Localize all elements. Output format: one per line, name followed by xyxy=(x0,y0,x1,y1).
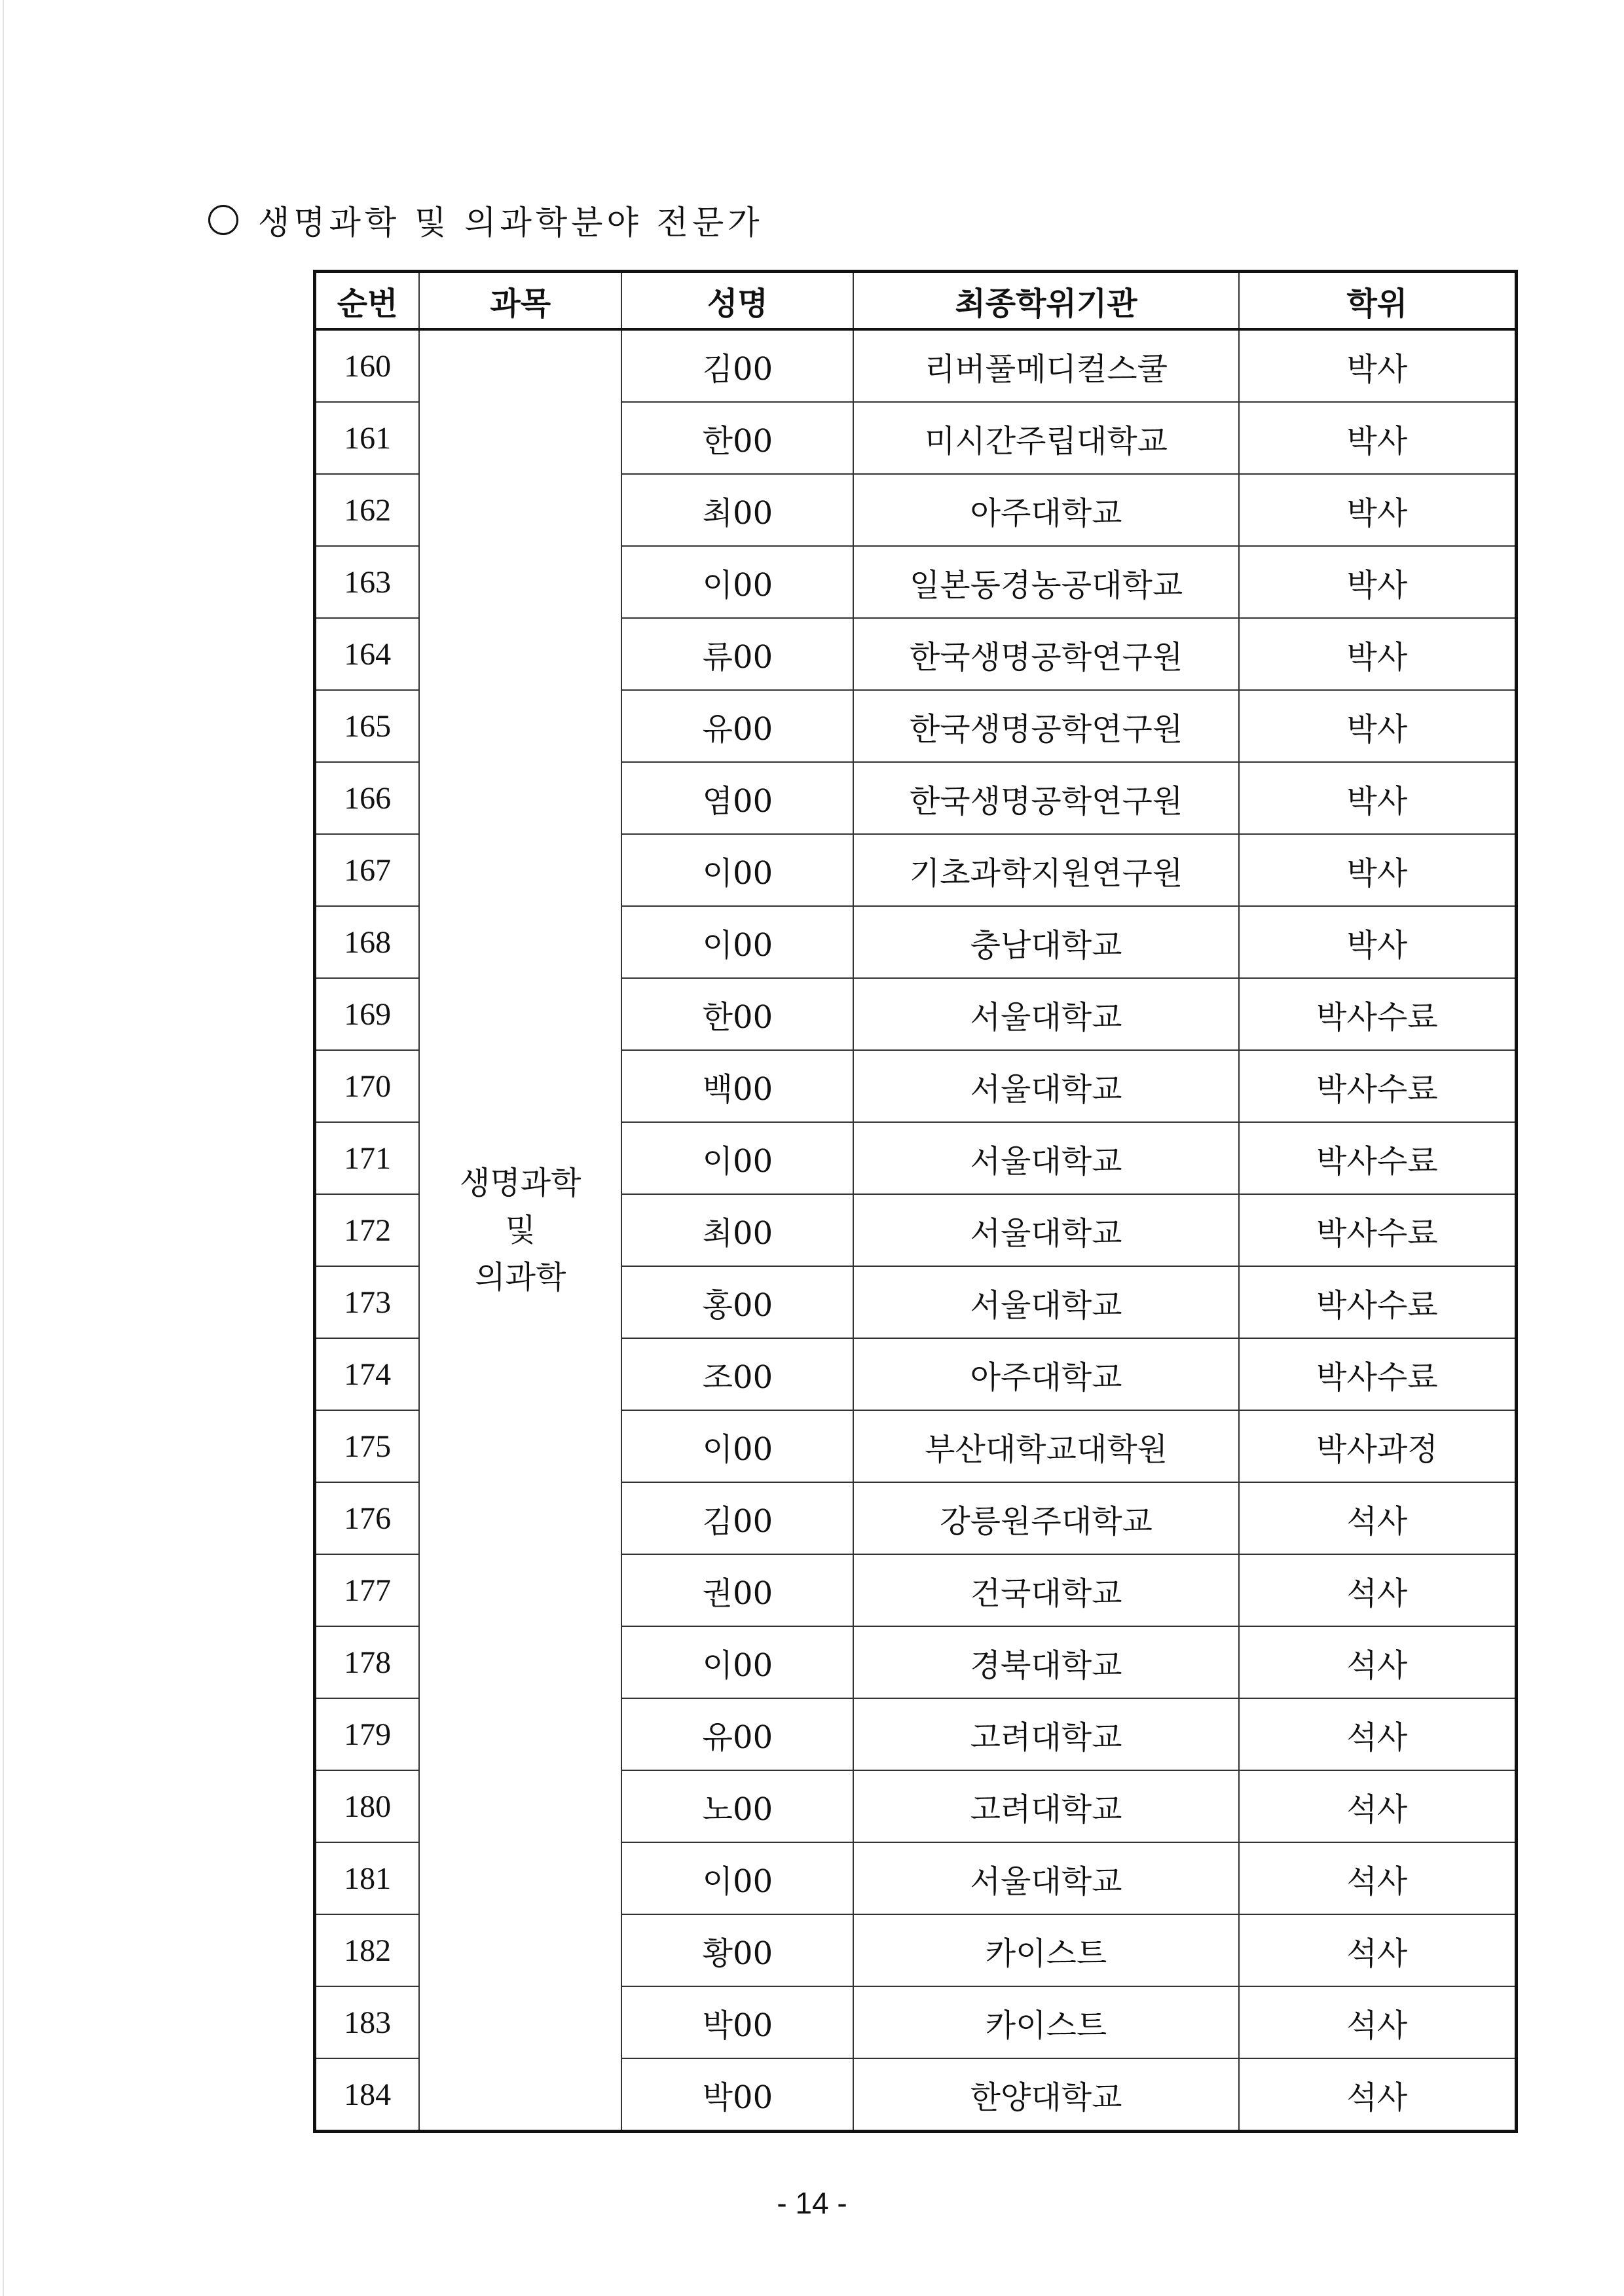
degree-cell: 석사 xyxy=(1239,1842,1517,1914)
degree-cell: 석사 xyxy=(1239,1482,1517,1554)
institution-cell: 한국생명공학연구원 xyxy=(853,690,1238,762)
section-heading xyxy=(208,196,764,244)
row-number: 175 xyxy=(315,1410,420,1482)
row-number: 162 xyxy=(315,474,420,546)
degree-cell: 석사 xyxy=(1239,2058,1517,2132)
degree-cell: 박사수료 xyxy=(1239,1194,1517,1266)
row-number: 171 xyxy=(315,1122,420,1194)
degree-cell: 박사 xyxy=(1239,690,1517,762)
degree-cell: 석사 xyxy=(1239,1698,1517,1770)
degree-cell: 박사수료 xyxy=(1239,1266,1517,1338)
institution-cell: 고려대학교 xyxy=(853,1698,1238,1770)
row-number: 161 xyxy=(315,402,420,474)
name-cell: 김00 xyxy=(621,1482,853,1554)
row-number: 160 xyxy=(315,329,420,402)
institution-cell: 서울대학교 xyxy=(853,1266,1238,1338)
subject-line: 생명과학 xyxy=(460,1165,581,1201)
name-cell: 염00 xyxy=(621,762,853,834)
name-cell: 이00 xyxy=(621,546,853,618)
degree-cell: 박사 xyxy=(1239,762,1517,834)
name-cell: 권00 xyxy=(621,1554,853,1626)
subject-line: 및 xyxy=(505,1212,536,1248)
institution-cell: 고려대학교 xyxy=(853,1770,1238,1842)
name-cell: 최00 xyxy=(621,1194,853,1266)
institution-cell: 한국생명공학연구원 xyxy=(853,618,1238,690)
row-number: 172 xyxy=(315,1194,420,1266)
name-cell: 최00 xyxy=(621,474,853,546)
institution-cell: 아주대학교 xyxy=(853,1338,1238,1410)
degree-cell: 석사 xyxy=(1239,1554,1517,1626)
degree-cell: 박사수료 xyxy=(1239,978,1517,1050)
degree-cell: 석사 xyxy=(1239,1914,1517,1986)
name-cell: 한00 xyxy=(621,978,853,1050)
row-number: 181 xyxy=(315,1842,420,1914)
row-number: 184 xyxy=(315,2058,420,2132)
degree-cell: 박사수료 xyxy=(1239,1338,1517,1410)
page-number: - 14 - xyxy=(777,2186,847,2220)
name-cell: 박00 xyxy=(621,1986,853,2058)
name-cell: 이00 xyxy=(621,1842,853,1914)
header-institution: 최종학위기관 xyxy=(853,272,1238,330)
institution-cell: 한국생명공학연구원 xyxy=(853,762,1238,834)
name-cell: 노00 xyxy=(621,1770,853,1842)
degree-cell: 박사 xyxy=(1239,906,1517,978)
institution-cell: 서울대학교 xyxy=(853,1122,1238,1194)
institution-cell: 미시간주립대학교 xyxy=(853,402,1238,474)
row-number: 164 xyxy=(315,618,420,690)
name-cell: 한00 xyxy=(621,402,853,474)
institution-cell: 일본동경농공대학교 xyxy=(853,546,1238,618)
degree-cell: 석사 xyxy=(1239,1626,1517,1698)
experts-table xyxy=(313,270,1518,2133)
institution-cell: 서울대학교 xyxy=(853,978,1238,1050)
institution-cell: 건국대학교 xyxy=(853,1554,1238,1626)
institution-cell: 서울대학교 xyxy=(853,1194,1238,1266)
institution-cell: 카이스트 xyxy=(853,1914,1238,1986)
row-number: 163 xyxy=(315,546,420,618)
institution-cell: 서울대학교 xyxy=(853,1842,1238,1914)
row-number: 182 xyxy=(315,1914,420,1986)
degree-cell: 박사 xyxy=(1239,402,1517,474)
scan-margin-line xyxy=(3,0,4,2296)
row-number: 168 xyxy=(315,906,420,978)
name-cell: 유00 xyxy=(621,690,853,762)
row-number: 173 xyxy=(315,1266,420,1338)
name-cell: 류00 xyxy=(621,618,853,690)
institution-cell: 아주대학교 xyxy=(853,474,1238,546)
name-cell: 박00 xyxy=(621,2058,853,2132)
name-cell: 이00 xyxy=(621,906,853,978)
name-cell: 백00 xyxy=(621,1050,853,1122)
name-cell: 이00 xyxy=(621,1122,853,1194)
section-title: 생명과학 및 의과학분야 전문가 xyxy=(258,204,764,242)
row-number: 183 xyxy=(315,1986,420,2058)
row-number: 166 xyxy=(315,762,420,834)
name-cell: 황00 xyxy=(621,1914,853,1986)
degree-cell: 박사 xyxy=(1239,474,1517,546)
degree-cell: 박사 xyxy=(1239,618,1517,690)
subject-cell xyxy=(419,329,621,2132)
row-number: 170 xyxy=(315,1050,420,1122)
institution-cell: 충남대학교 xyxy=(853,906,1238,978)
row-number: 180 xyxy=(315,1770,420,1842)
row-number: 178 xyxy=(315,1626,420,1698)
degree-cell: 박사 xyxy=(1239,329,1517,402)
name-cell: 이00 xyxy=(621,834,853,906)
degree-cell: 박사수료 xyxy=(1239,1122,1517,1194)
header-degree: 학위 xyxy=(1239,272,1517,330)
institution-cell: 한양대학교 xyxy=(853,2058,1238,2132)
row-number: 167 xyxy=(315,834,420,906)
degree-cell: 석사 xyxy=(1239,1986,1517,2058)
name-cell: 유00 xyxy=(621,1698,853,1770)
row-number: 177 xyxy=(315,1554,420,1626)
degree-cell: 박사 xyxy=(1239,546,1517,618)
degree-cell: 석사 xyxy=(1239,1770,1517,1842)
degree-cell: 박사수료 xyxy=(1239,1050,1517,1122)
name-cell: 이00 xyxy=(621,1410,853,1482)
table-body xyxy=(315,329,1517,2132)
institution-cell: 카이스트 xyxy=(853,1986,1238,2058)
name-cell: 홍00 xyxy=(621,1266,853,1338)
degree-cell: 박사 xyxy=(1239,834,1517,906)
row-number: 174 xyxy=(315,1338,420,1410)
institution-cell: 부산대학교대학원 xyxy=(853,1410,1238,1482)
row-number: 179 xyxy=(315,1698,420,1770)
degree-cell: 박사과정 xyxy=(1239,1410,1517,1482)
institution-cell: 서울대학교 xyxy=(853,1050,1238,1122)
subject-line: 의과학 xyxy=(475,1259,566,1296)
row-number: 176 xyxy=(315,1482,420,1554)
header-no: 순번 xyxy=(315,272,420,330)
row-number: 169 xyxy=(315,978,420,1050)
circle-bullet-icon xyxy=(208,205,238,235)
header-name: 성명 xyxy=(621,272,853,330)
name-cell: 이00 xyxy=(621,1626,853,1698)
institution-cell: 강릉원주대학교 xyxy=(853,1482,1238,1554)
table-row xyxy=(315,329,1517,402)
institution-cell: 기초과학지원연구원 xyxy=(853,834,1238,906)
header-subject: 과목 xyxy=(419,272,621,330)
institution-cell: 경북대학교 xyxy=(853,1626,1238,1698)
header-row xyxy=(315,272,1517,330)
institution-cell: 리버풀메디컬스쿨 xyxy=(853,329,1238,402)
name-cell: 김00 xyxy=(621,329,853,402)
name-cell: 조00 xyxy=(621,1338,853,1410)
row-number: 165 xyxy=(315,690,420,762)
table-header xyxy=(315,272,1517,330)
